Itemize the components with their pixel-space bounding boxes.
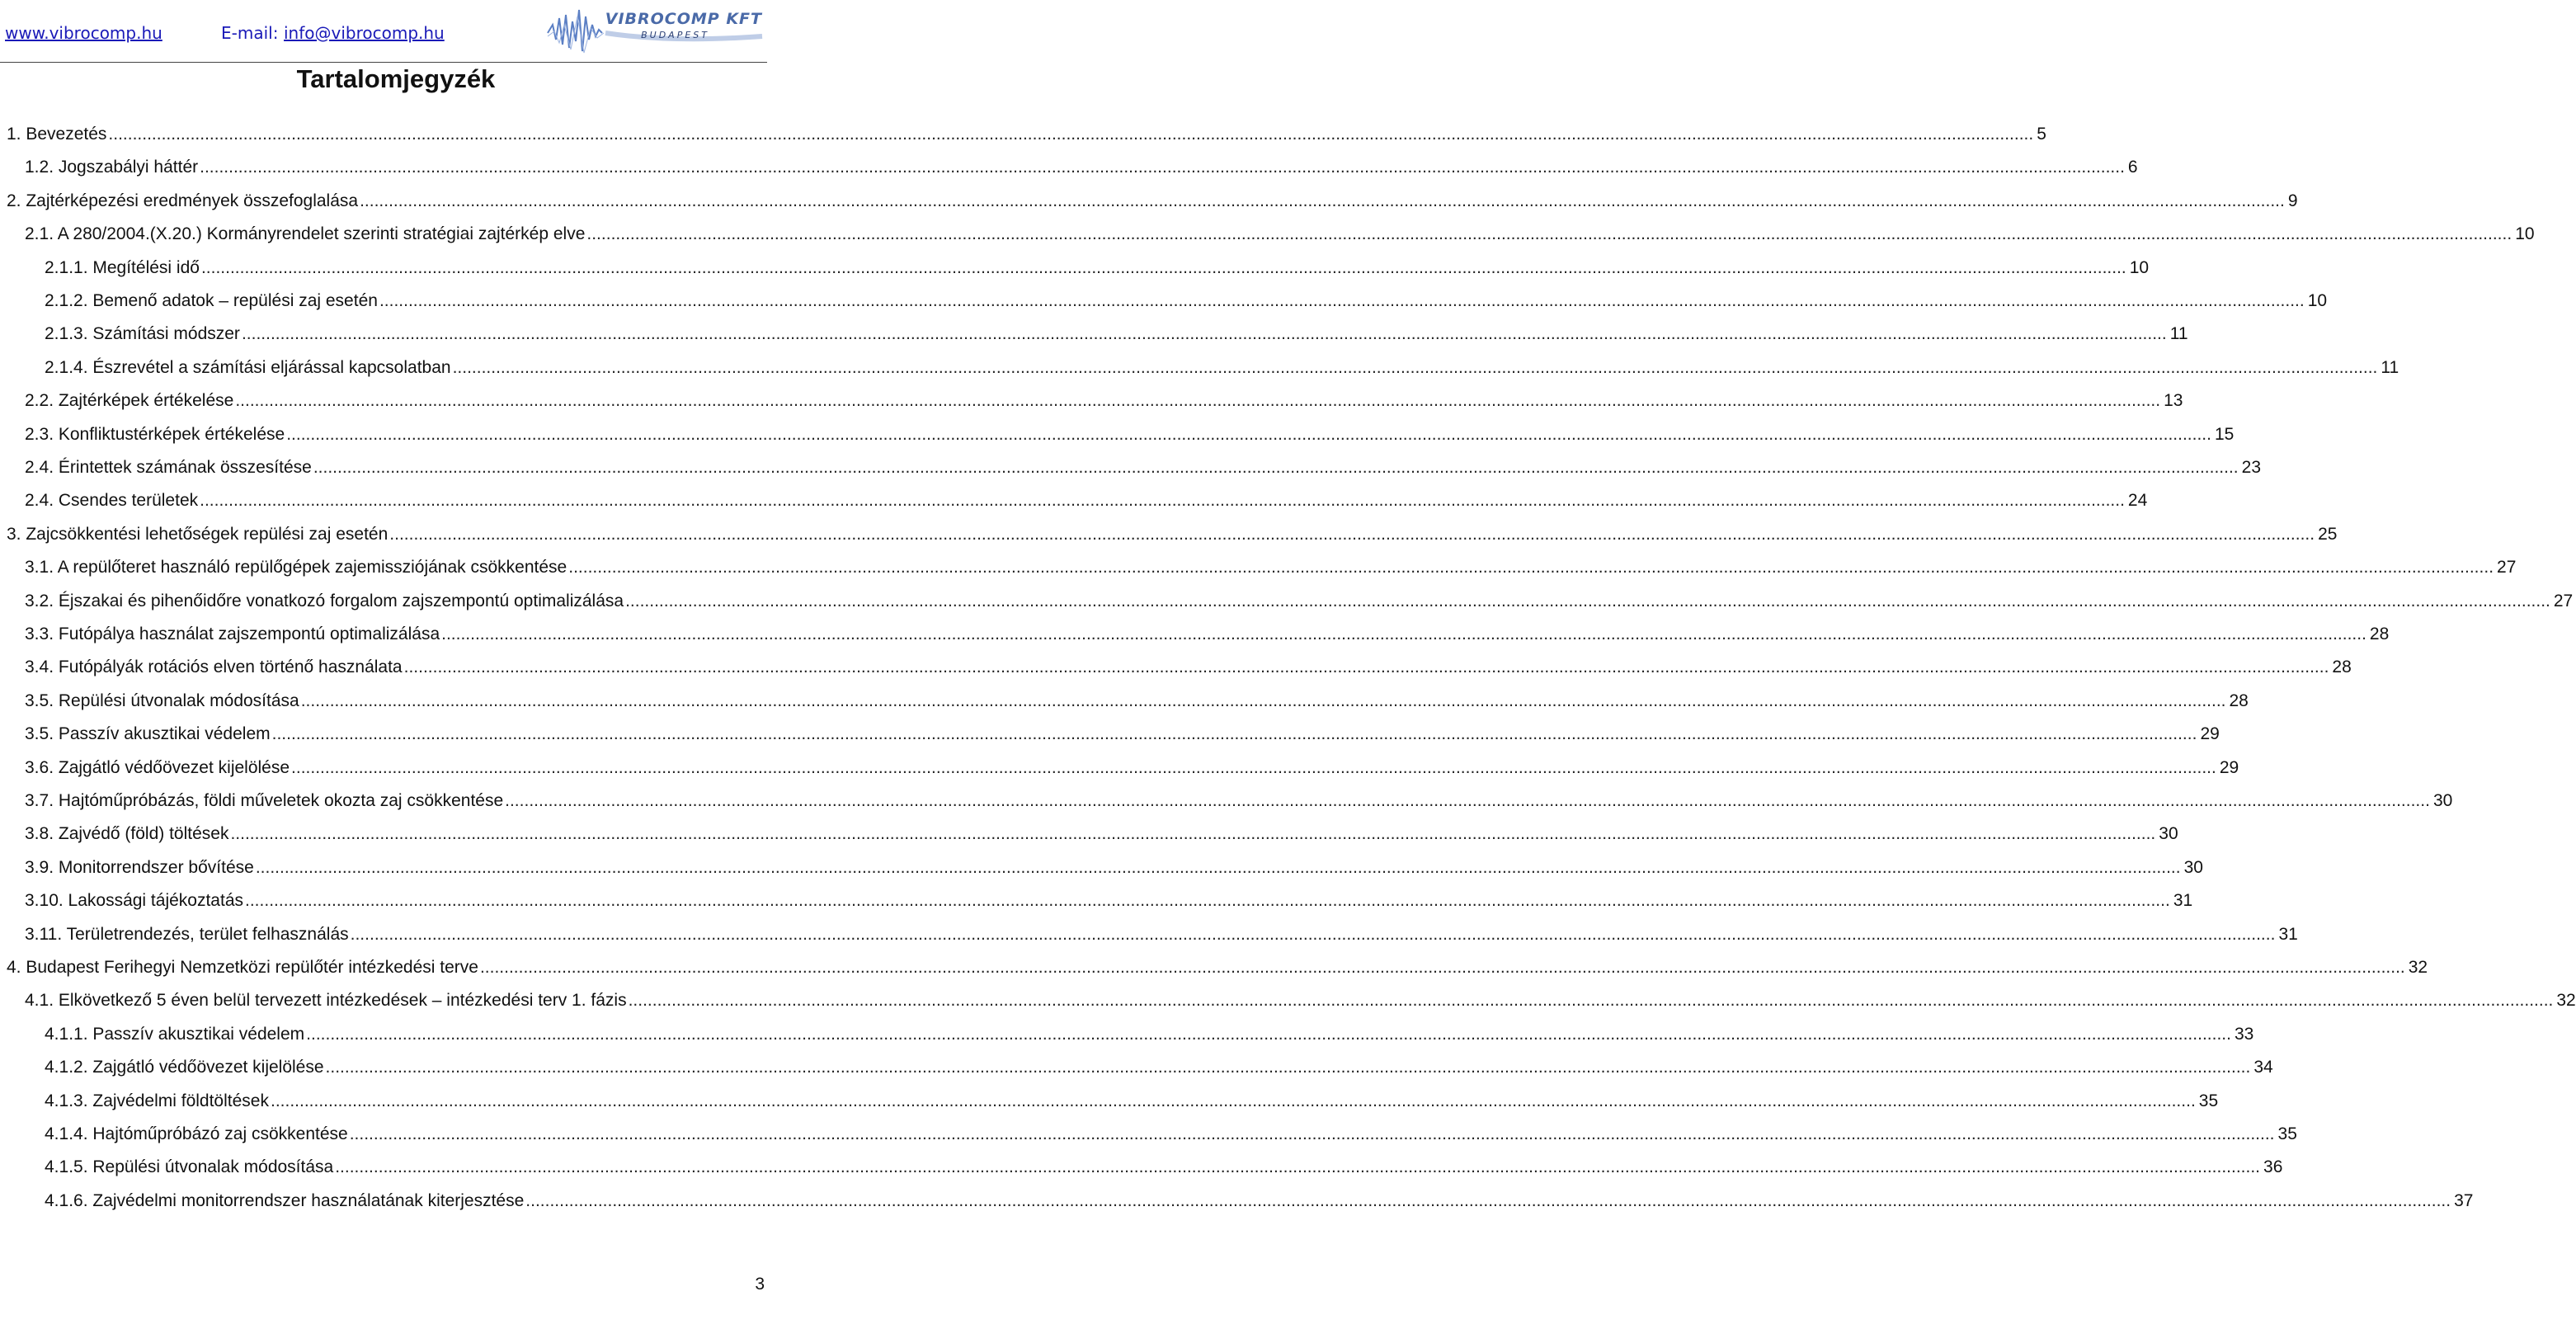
email-link[interactable]: info@vibrocomp.hu (284, 23, 445, 43)
toc-entry-page: 30 (2183, 858, 2203, 877)
toc-entry-title: 1.2. Jogszabályi háttér (25, 158, 199, 177)
toc-dot-leader: ................................................................................................................................................................................................................................................................................................................................................................................................................ (245, 891, 2170, 910)
toc-entry-title: 4.1. Elkövetkező 5 éven belül tervezett intézkedések – intézkedési terv 1. fázis (25, 991, 627, 1010)
toc-entry-title: 4.1.5. Repülési útvonalak módosítása (45, 1157, 334, 1176)
toc-entry-title: 2. Zajtérképezési eredmények összefoglalása (7, 191, 359, 210)
toc-entry-title: 4.1.1. Passzív akusztikai védelem (45, 1025, 305, 1044)
toc-dot-leader: ................................................................................................................................................................................................................................................................................................................................................................................................................ (230, 824, 2156, 843)
toc-entry-page: 29 (2200, 724, 2220, 743)
toc-entry-title: 3.9. Monitorrendszer bővítése (25, 858, 254, 877)
toc-dot-leader: ................................................................................................................................................................................................................................................................................................................................................................................................................ (200, 158, 2125, 177)
toc-entry[interactable] (7, 189, 2298, 214)
toc-entry[interactable] (25, 655, 2352, 680)
toc-entry[interactable] (25, 856, 2203, 880)
toc-dot-leader: ................................................................................................................................................................................................................................................................................................................................................................................................................ (350, 925, 2276, 944)
toc-dot-leader: ................................................................................................................................................................................................................................................................................................................................................................................................................ (505, 791, 2430, 810)
toc-entry-page: 34 (2253, 1058, 2273, 1077)
toc-entry-page: 37 (2454, 1191, 2474, 1210)
company-logo (548, 0, 792, 59)
toc-dot-leader: ................................................................................................................................................................................................................................................................................................................................................................................................................ (360, 191, 2285, 210)
toc-entry-page: 25 (2318, 525, 2338, 544)
toc-entry-title: 3.5. Repülési útvonalak módosítása (25, 691, 299, 710)
toc-entry-title: 2.1. A 280/2004.(X.20.) Kormányrendelet szerinti stratégiai zajtérkép elve (25, 224, 586, 243)
toc-entry-page: 33 (2234, 1025, 2254, 1044)
toc-dot-leader: ................................................................................................................................................................................................................................................................................................................................................................................................................ (586, 224, 2512, 243)
toc-entry[interactable] (25, 455, 2261, 480)
toc-dot-leader: ................................................................................................................................................................................................................................................................................................................................................................................................................ (235, 391, 2161, 410)
toc-entry-title: 3.6. Zajgátló védőövezet kijelölése (25, 758, 290, 777)
toc-entry[interactable] (45, 356, 2399, 380)
toc-entry[interactable] (7, 122, 2046, 147)
toc-dot-leader: ................................................................................................................................................................................................................................................................................................................................................................................................................ (270, 1091, 2196, 1110)
page-header (0, 0, 792, 66)
toc-entry[interactable] (25, 722, 2220, 747)
toc-entry[interactable] (25, 488, 2148, 513)
toc-entry-page: 9 (2287, 191, 2298, 210)
toc-entry[interactable] (7, 522, 2338, 547)
toc-entry-title: 2.4. Csendes területek (25, 491, 199, 510)
toc-entry-title: 2.1.2. Bemenő adatok – repülési zaj esetén (45, 291, 378, 310)
toc-entry-page: 27 (2553, 592, 2574, 610)
toc-dot-leader: ................................................................................................................................................................................................................................................................................................................................................................................................................ (349, 1124, 2275, 1143)
toc-entry-page: 5 (2037, 125, 2046, 144)
toc-entry-page: 15 (2214, 425, 2235, 444)
toc-entry[interactable] (25, 389, 2183, 413)
toc-dot-leader: ................................................................................................................................................................................................................................................................................................................................................................................................................ (525, 1191, 2451, 1210)
toc-dot-leader: ................................................................................................................................................................................................................................................................................................................................................................................................................ (241, 324, 2167, 343)
toc-entry-page: 32 (2556, 991, 2576, 1010)
toc-entry-page: 29 (2219, 758, 2239, 777)
toc-dot-leader: ................................................................................................................................................................................................................................................................................................................................................................................................................ (625, 592, 2550, 610)
toc-dot-leader: ................................................................................................................................................................................................................................................................................................................................................................................................................ (313, 458, 2239, 477)
toc-entry[interactable] (45, 1155, 2283, 1180)
toc-entry[interactable] (25, 555, 2517, 580)
toc-entry-title: 3.10. Lakossági tájékoztatás (25, 891, 244, 910)
toc-entry-page: 10 (2307, 291, 2328, 310)
toc-entry-title: 3.3. Futópálya használat zajszempontú optimalizálása (25, 625, 440, 643)
toc-dot-leader: ................................................................................................................................................................................................................................................................................................................................................................................................................ (325, 1058, 2251, 1077)
toc-entry-page: 31 (2173, 891, 2193, 910)
toc-dot-leader: ................................................................................................................................................................................................................................................................................................................................................................................................................ (568, 558, 2494, 577)
toc-entry[interactable] (25, 756, 2239, 780)
toc-entry-page: 30 (2432, 791, 2453, 810)
toc-dot-leader: ................................................................................................................................................................................................................................................................................................................................................................................................................ (306, 1025, 2231, 1044)
toc-entry-title: 2.1.4. Észrevétel a számítási eljárással kapcsolatban (45, 358, 451, 377)
toc-entry-page: 27 (2497, 558, 2517, 577)
toc-entry[interactable] (45, 1055, 2273, 1080)
toc-dot-leader: ................................................................................................................................................................................................................................................................................................................................................................................................................ (286, 425, 2211, 444)
toc-dot-leader: ................................................................................................................................................................................................................................................................................................................................................................................................................ (379, 291, 2305, 310)
toc-entry-title: 4.1.6. Zajvédelmi monitorrendszer használatának kiterjesztése (45, 1191, 525, 1210)
toc-entry-page: 35 (2198, 1091, 2219, 1110)
toc-dot-leader: ................................................................................................................................................................................................................................................................................................................................................................................................................ (271, 724, 2197, 743)
toc-entry[interactable] (25, 922, 2298, 947)
toc-entry-title: 2.4. Érintettek számának összesítése (25, 458, 312, 477)
toc-entry-page: 28 (2229, 691, 2249, 710)
toc-entry-page: 6 (2127, 158, 2138, 177)
toc-entry[interactable] (45, 1022, 2254, 1047)
toc-entry-title: 3. Zajcsökkentési lehetőségek repülési zaj esetén (7, 525, 389, 544)
toc-dot-leader: ................................................................................................................................................................................................................................................................................................................................................................................................................ (291, 758, 2216, 777)
toc-entry[interactable] (25, 689, 2249, 714)
toc-dot-leader: ................................................................................................................................................................................................................................................................................................................................................................................................................ (389, 525, 2315, 544)
website-link[interactable]: www.vibrocomp.hu (5, 23, 162, 43)
toc-dot-leader: ................................................................................................................................................................................................................................................................................................................................................................................................................ (300, 691, 2226, 710)
toc-entry-page: 28 (2332, 658, 2352, 676)
toc-dot-leader: ................................................................................................................................................................................................................................................................................................................................................................................................................ (452, 358, 2378, 377)
toc-entry[interactable] (25, 622, 2390, 647)
toc-entry-title: 4. Budapest Ferihegyi Nemzetközi repülőtér intézkedési terve (7, 958, 478, 977)
toc-entry-title: 3.8. Zajvédő (föld) töltések (25, 824, 229, 843)
toc-entry[interactable] (45, 1089, 2219, 1114)
toc-entry[interactable] (25, 822, 2178, 846)
toc-entry-page: 24 (2127, 491, 2148, 510)
toc-dot-leader: ................................................................................................................................................................................................................................................................................................................................................................................................................ (479, 958, 2405, 977)
toc-entry-title: 3.1. A repülőteret használó repülőgépek zajemissziójának csökkentése (25, 558, 567, 577)
toc-entry-title: 4.1.2. Zajgátló védőövezet kijelölése (45, 1058, 324, 1077)
toc-entry-title: 3.7. Hajtóműpróbázás, földi műveletek okozta zaj csökkentése (25, 791, 504, 810)
email-label: E-mail: (221, 23, 279, 43)
logo-subtext: BUDAPEST (641, 30, 709, 40)
toc-entry[interactable] (45, 289, 2328, 313)
toc-entry[interactable] (25, 889, 2193, 913)
toc-entry-page: 10 (2129, 258, 2150, 277)
toc-entry-page: 30 (2159, 824, 2178, 843)
toc-dot-leader: ................................................................................................................................................................................................................................................................................................................................................................................................................ (108, 125, 2034, 144)
toc-entry[interactable] (25, 789, 2453, 813)
toc-entry[interactable] (25, 155, 2138, 180)
toc-entry[interactable] (45, 256, 2150, 280)
toc-entry-title: 3.11. Területrendezés, terület felhasználás (25, 925, 349, 944)
toc-dot-leader: ................................................................................................................................................................................................................................................................................................................................................................................................................ (628, 991, 2554, 1010)
toc-entry[interactable] (25, 222, 2535, 247)
toc-entry-title: 4.1.3. Zajvédelmi földtöltések (45, 1091, 269, 1110)
toc-entry[interactable] (45, 1189, 2474, 1214)
toc-dot-leader: ................................................................................................................................................................................................................................................................................................................................................................................................................ (255, 858, 2181, 877)
toc-entry-page: 32 (2408, 958, 2428, 977)
toc-entry-page: 13 (2164, 391, 2183, 410)
toc-entry[interactable] (25, 422, 2235, 447)
toc-dot-leader: ................................................................................................................................................................................................................................................................................................................................................................................................................ (335, 1157, 2261, 1176)
header-rule (0, 62, 767, 63)
toc-entry-page: 23 (2241, 458, 2261, 477)
toc-entry-page: 11 (2169, 324, 2188, 343)
toc-entry-page: 28 (2369, 625, 2390, 643)
toc-entry[interactable] (45, 1122, 2297, 1147)
toc-entry-page: 35 (2277, 1124, 2297, 1143)
toc-entry-title: 3.5. Passzív akusztikai védelem (25, 724, 271, 743)
toc-entry-page: 10 (2515, 224, 2535, 243)
toc-entry-title: 2.2. Zajtérképek értékelése (25, 391, 234, 410)
toc-dot-leader: ................................................................................................................................................................................................................................................................................................................................................................................................................ (441, 625, 2366, 643)
toc-dot-leader: ................................................................................................................................................................................................................................................................................................................................................................................................................ (200, 258, 2126, 277)
toc-entry-title: 3.4. Futópályák rotációs elven történő használata (25, 658, 403, 676)
toc-dot-leader: ................................................................................................................................................................................................................................................................................................................................................................................................................ (200, 491, 2125, 510)
toc-entry-page: 11 (2381, 358, 2399, 377)
toc-entry-title: 2.3. Konfliktustérképek értékelése (25, 425, 285, 444)
page-title: Tartalomjegyzék (296, 64, 496, 93)
toc-entry-title: 2.1.3. Számítási módszer (45, 324, 240, 343)
toc-entry[interactable] (7, 955, 2428, 980)
page-number: 3 (755, 1275, 765, 1294)
toc-entry-title: 4.1.4. Hajtóműpróbázó zaj csökkentése (45, 1124, 348, 1143)
toc-entry-title: 3.2. Éjszakai és pihenőidőre vonatkozó forgalom zajszempontú optimalizálása (25, 592, 624, 610)
toc-entry-title: 1. Bevezetés (7, 125, 107, 144)
toc-entry-page: 36 (2263, 1157, 2283, 1176)
toc-entry-title: 2.1.1. Megítélési idő (45, 258, 200, 277)
toc-entry[interactable] (25, 988, 2576, 1013)
toc-entry[interactable] (45, 322, 2188, 346)
logo-text: VIBROCOMP KFT (605, 10, 762, 28)
toc-entry[interactable] (25, 589, 2574, 614)
toc-dot-leader: ................................................................................................................................................................................................................................................................................................................................................................................................................ (403, 658, 2329, 676)
toc-entry-page: 31 (2278, 925, 2298, 944)
